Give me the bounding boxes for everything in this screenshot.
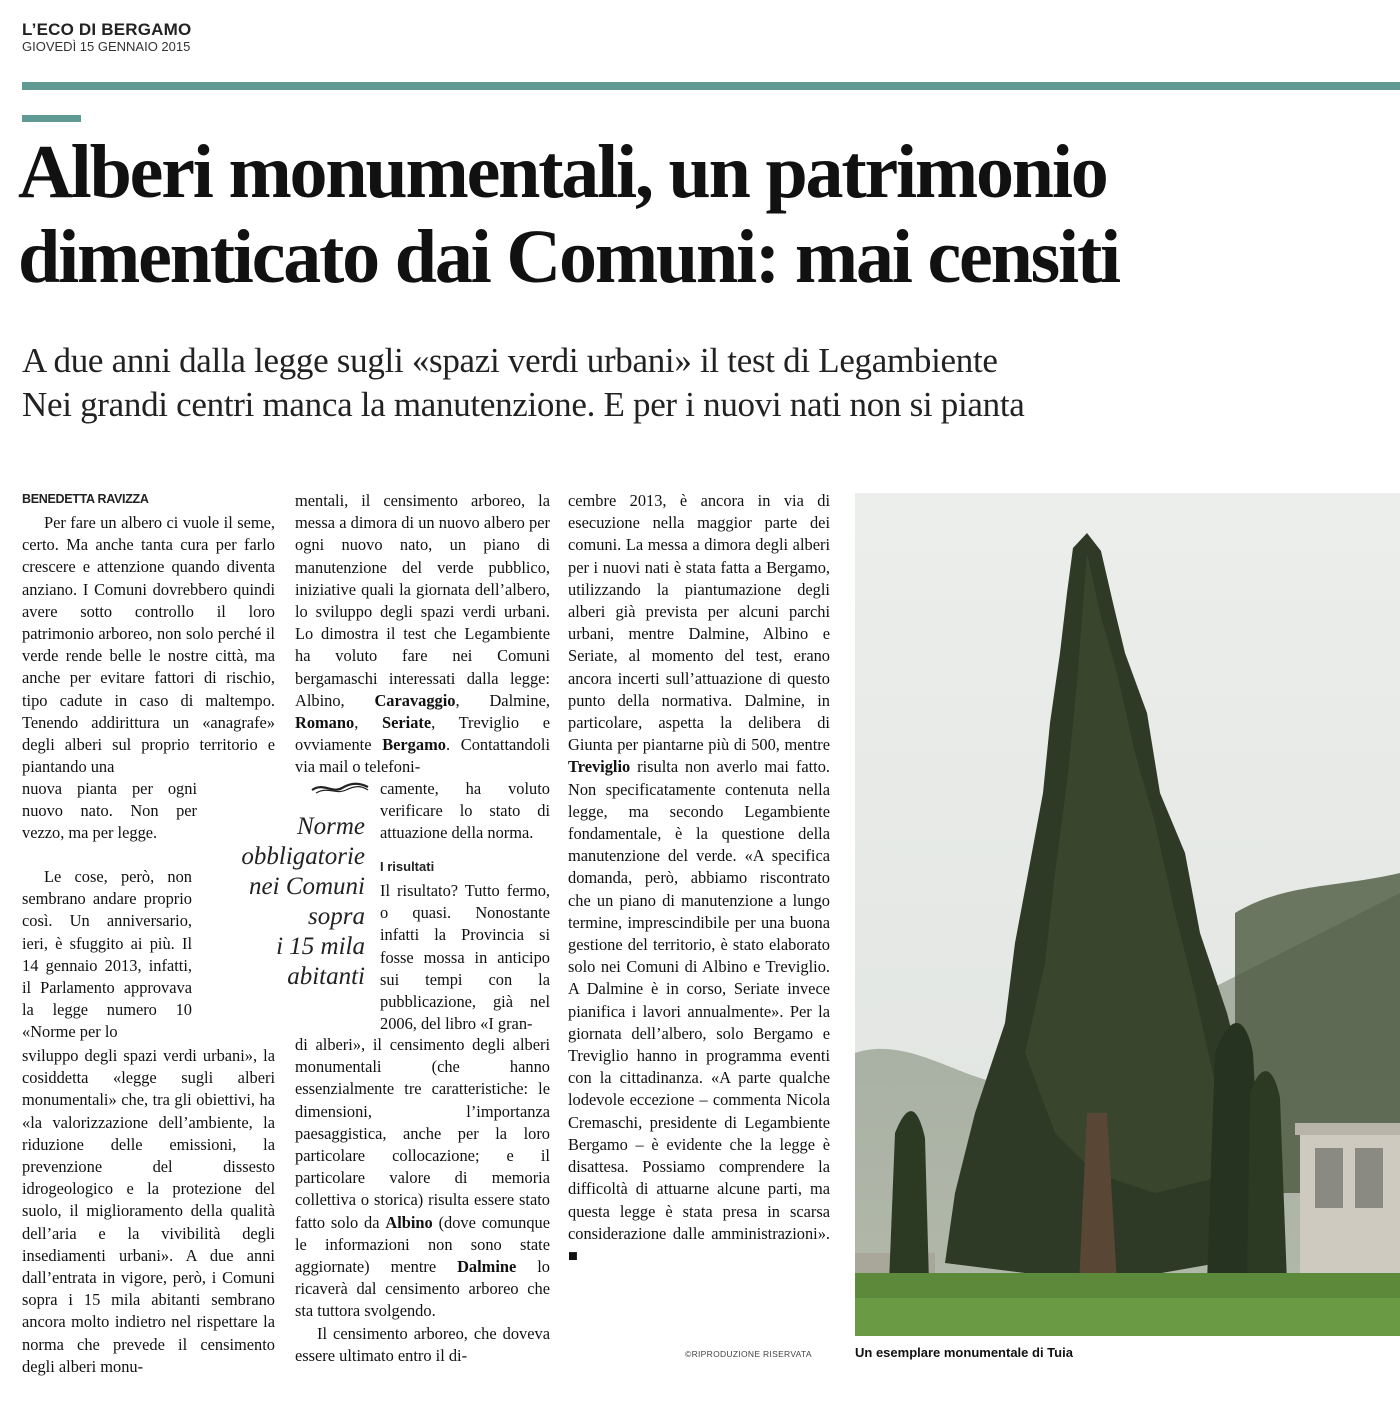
text-run: lo ricaverà dal censimento arboreo che sta tuttora svolgendo. [295, 1257, 550, 1321]
body-col2-part4 [295, 1034, 550, 1367]
headline [18, 130, 1398, 300]
pull-quote-line: i 15 mila [276, 933, 365, 960]
byline: BENEDETTA RAVIZZA [22, 492, 149, 506]
place-caravaggio: Caravaggio [374, 690, 456, 710]
place-dalmine: Dalmine [457, 1257, 517, 1277]
issue-date: GIOVEDÌ 15 GENNAIO 2015 [22, 39, 191, 54]
pull-quote-line: sopra [308, 903, 365, 930]
text-run: di alberi», il censimento degli alberi monumentali (che hanno essenzialmente tre caratteristiche: le dimensioni, l’importanza paesaggistica, anche per la loro particolare collocazione; e il particolare valore di memoria collettiva o storica) risulta essere stato fatto solo da [295, 1035, 550, 1232]
flourish-icon [310, 781, 370, 795]
headline-line-2: dimenticato dai Comuni: mai censiti [18, 215, 1119, 299]
place-seriate: Seriate [381, 713, 432, 733]
end-mark: ■ [568, 1245, 578, 1265]
pull-quote [205, 812, 365, 992]
body-col2-part3: Il risultato? Tutto fermo, o quasi. Nonostante infatti la Provincia si fosse mossa in anticipo sui tempi con la pubblicazione, già nel 2006, del libro «I gran- [380, 881, 550, 1034]
masthead [22, 20, 191, 55]
body-col1-part2: nuova pianta per ogni nuovo nato. Non per vezzo, ma per legge. [22, 779, 197, 843]
pull-quote-line: Norme [296, 813, 365, 840]
pull-quote-line: obbligatorie [241, 843, 365, 870]
place-treviglio: Treviglio [568, 757, 631, 777]
section-heading: I risultati [380, 859, 435, 874]
top-rule [22, 82, 1400, 90]
newspaper-name: L’ECO DI BERGAMO [22, 20, 192, 39]
headline-line-1: Alberi monumentali, un patrimonio [18, 130, 1107, 214]
body-col2-part1 [295, 490, 550, 779]
body-col1-part4: sviluppo degli spazi verdi urbani», la cosiddetta «legge sugli alberi monumentali» che, tra gli obiettivi, ha «la valorizzazione dell’ambiente, la riduzione delle emissioni, la prevenzione del dissesto idrogeologico e la protezione del suolo, il miglioramento della qualità dell’aria e la vivibilità degli insediamenti urbani». A due anni dall’entrata in vigore, però, i Comuni sopra i 15 mila abitanti sembrano ancora molto indietro nel rispettare la norma che prevede il censimento degli alberi monu- [22, 1046, 275, 1376]
text-run: (dove comunque le informazioni non sono state aggiornate) mentre [295, 1212, 551, 1277]
subheadline [22, 339, 1392, 427]
accent-rule [22, 115, 81, 122]
place-romano: Romano [295, 713, 355, 733]
place-bergamo: Bergamo [382, 735, 446, 755]
body-col2-part2: camente, ha voluto verificare lo stato di attuazione della norma. [380, 779, 550, 843]
photo-caption: Un esemplare monumentale di Tuia [855, 1345, 1073, 1360]
text-run: mentali, il censimento arboreo, la messa a dimora di un nuovo albero per ogni nuovo nato, un piano di manutenzione del verde pubblico, iniziative quali la giornata dell’albero, lo sviluppo degli spazi verdi urbani. Lo dimostra il test che Legambiente ha voluto fare nei Comuni bergamaschi interessati dalla legge: Albino, [295, 491, 550, 710]
body-col1-part3: Le cose, però, non sembrano andare proprio così. Un anniversario, ieri, è sfuggito ai più. Il 14 gennaio 2013, infatti, il Parlamento approvava la legge numero 10 «Norme per lo [22, 867, 192, 1042]
text-run: , [354, 713, 382, 733]
place-albino: Albino [385, 1212, 433, 1232]
body-col1-part1: Per fare un albero ci vuole il seme, certo. Ma anche tanta cura per farlo crescere e attenzione quando diventa anziano. I Comuni dovrebbero quindi avere sotto controllo il loro patrimonio arboreo, non solo perché il verde rende belle le nostre città, ma anche per evitare fattori di rischio, tipo cadute in caso di maltempo. Tenendo addirittura un «anagrafe» degli alberi sul proprio territorio e piantando una [22, 513, 275, 777]
copyright-notice: ©RIPRODUZIONE RISERVATA [685, 1349, 812, 1359]
subheadline-line-1: A due anni dalla legge sugli «spazi verdi urbani» il test di Legambiente [22, 341, 998, 380]
text-run: , Dalmine, [455, 690, 550, 710]
pull-quote-line: nei Comuni [249, 873, 365, 900]
text-run: , Treviglio e ovviamente [295, 713, 550, 755]
text-run: . Contattandoli via mail o telefoni- [295, 735, 550, 777]
pull-quote-line: abitanti [287, 963, 365, 990]
subheadline-line-2: Nei grandi centri manca la manutenzione. E per i nuovi nati non si pianta [22, 385, 1025, 424]
text-run: Il censimento arboreo, che doveva essere ultimato entro il di- [295, 1323, 550, 1365]
text-run: risulta non averlo mai fatto. Non specificatamente contenuta nella legge, ma secondo Legambiente fondamentale, è la questione della manutenzione del verde. «A specifica domanda, però, abbiamo riscontrato che un piano di manutenzione a lungo termine, imprescindibile per una buona gestione del territorio, è stato elaborato solo nei Comuni di Albino e Treviglio. A Dalmine è in corso, Seriate invece pianifica i lavori annualmente». Per la giornata dell’albero, solo Bergamo e Treviglio hanno in programma eventi con la cittadinanza. «A parte qualche lodevole eccezione – commenta Nicola Cremaschi, presidente di Legambiente Bergamo – è evidente che la legge è disattesa. Possiamo comprendere la difficoltà di attuarne alcune parti, ma questa legge è stata presa in scarsa considerazione dalle amministrazioni». [568, 757, 830, 1243]
tree-photo [855, 493, 1400, 1336]
body-col3 [568, 490, 830, 1267]
text-run: cembre 2013, è ancora in via di esecuzione nella maggior parte dei comuni. La messa a dimora degli alberi per i nuovi nati è stata fatta a Bergamo, utilizzando la piantumazione degli alberi già prevista per alcuni parchi urbani, mentre Dalmine, Albino e Seriate, al momento del test, erano ancora incerti sull’attuazione di questo punto della normativa. Dalmine, in particolare, aspetta la delibera di Giunta per piantarne più di 500, mentre [568, 491, 830, 755]
